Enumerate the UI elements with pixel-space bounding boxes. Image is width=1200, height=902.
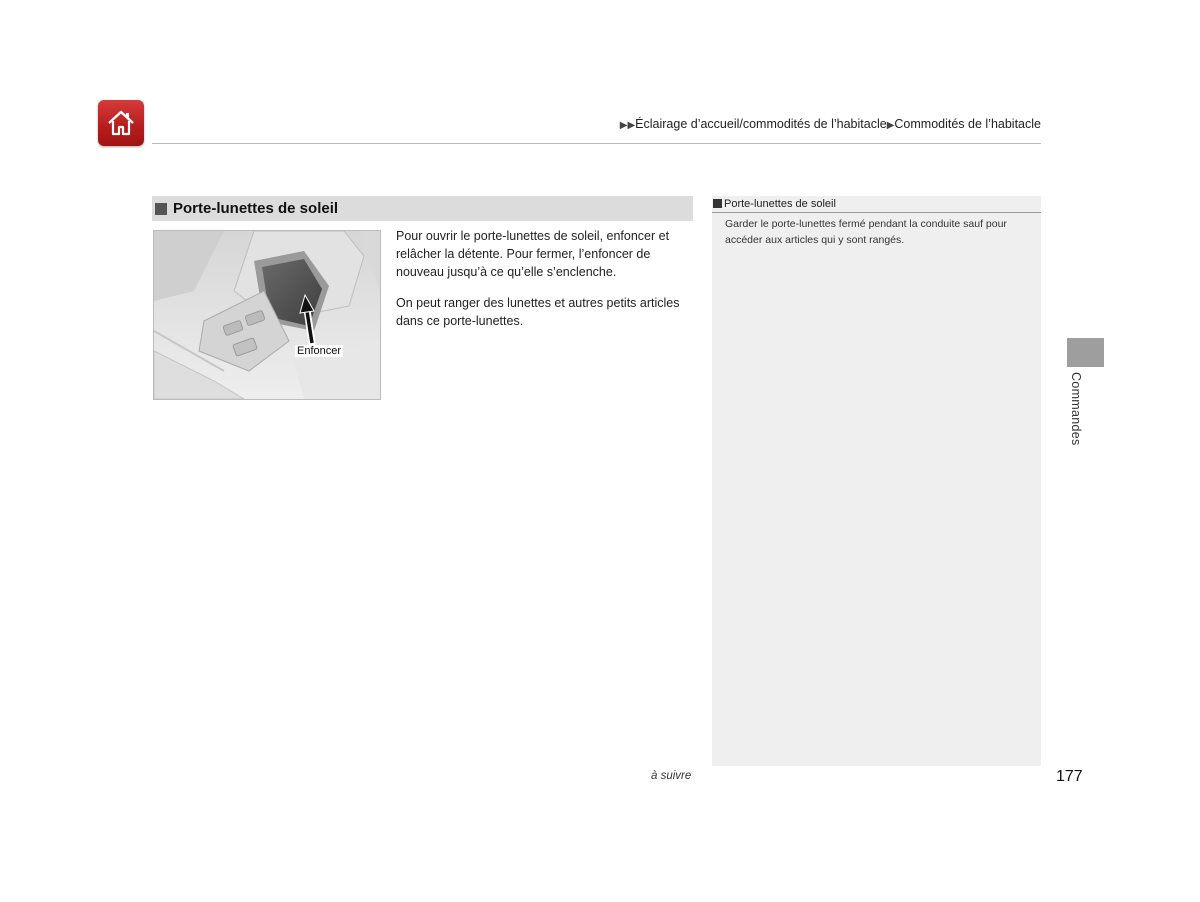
section-heading [152,196,693,221]
side-note-heading [712,196,1041,213]
home-button[interactable] [98,100,144,146]
section-marker-icon [155,203,167,215]
figure-callout-label: Enfoncer [297,345,342,357]
continued-note: à suivre [651,770,692,782]
side-note-title: Porte-lunettes de soleil [724,198,836,210]
header-divider [152,143,1041,144]
section-title: Porte-lunettes de soleil [173,200,339,217]
breadcrumb-link-lighting[interactable]: Éclairage d’accueil/commodités de l’habitacle [635,117,887,131]
house-icon [105,107,137,139]
side-note-text: Garder le porte-lunettes fermé pendant la conduite sauf pour accéder aux articles qui y sont rangés. [725,218,1007,246]
breadcrumb-link-conveniences[interactable]: Commodités de l’habitacle [894,117,1041,131]
breadcrumb-marker: ▶▶ [619,120,636,131]
sunglass-holder-illustration [153,230,381,400]
chapter-tab[interactable] [1067,338,1104,367]
page-number: 177 [1056,768,1083,785]
chapter-tab-label[interactable]: Commandes [1069,372,1083,446]
body-paragraph-open-close: Pour ouvrir le porte-lunettes de soleil, enfoncer et relâcher la détente. Pour fermer, l’enfoncer de nouveau jusqu’à ce qu’elle s’enclenche. [396,229,670,279]
breadcrumb-separator: ▶ [886,120,895,131]
reference-marker-icon [713,199,722,208]
breadcrumb [620,117,1041,131]
side-note-panel [712,196,1041,766]
body-paragraph-storage: On peut ranger des lunettes et autres petits articles dans ce porte-lunettes. [396,296,680,328]
